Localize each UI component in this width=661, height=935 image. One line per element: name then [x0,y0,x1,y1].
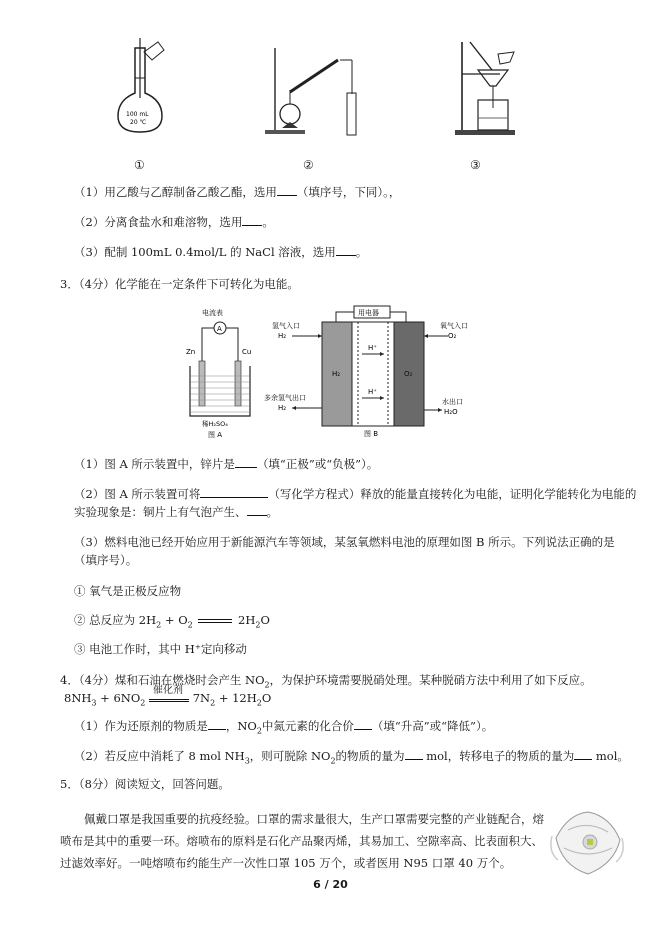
figure-label-1: ① [134,158,145,172]
equals-sign [198,619,232,623]
device-label: 用电器 [358,309,379,317]
catalyst-label: 催化剂 [153,685,184,696]
q3-sub1: （1）图 A 所示装置中，锌片是 （填“正极”或“负极”）。 [74,457,379,471]
h2-zone-label: H₂ [332,370,341,378]
blank[interactable] [336,244,356,256]
q4-sub1: （1）作为还原剂的物质是 ，$NO_2$中氮元素的化合价 （填“升高”或“降低”）。 [74,719,494,736]
q2-sub2: （2）分离食盐水和难溶物，选用 。 [74,215,274,229]
blank[interactable] [200,486,268,498]
q4-equation: $8NH_3 + 6NO_2$ 催化剂 $7N_2 + 12H_2O$ [64,685,272,708]
n95-mask-image [548,808,626,878]
water-outlet-label: 水出口 [442,398,463,406]
passage-line-2: 喷布是其中的重要一环。熔喷布的原料是石化产品聚丙烯，其易加工、空隙率高、比表面积大、 [60,834,543,848]
h2-inlet-label: 氢气入口 [272,322,300,330]
figure-b-fuel-cell [264,304,484,438]
catalyst-arrow [149,685,189,706]
q2-sub1: （1）用乙酸与乙醇制备乙酸乙酯，选用 （填序号，下同）。， [74,185,401,199]
blank[interactable] [405,748,423,760]
ammeter-label: 电流表 [202,309,223,317]
q3-option-2: ② 总反应为 $2H_2 + O_2$ $2H_2O$ [74,613,270,630]
electrolyte-label: 稀H₂SO₄ [202,420,228,428]
o2-zone-label: O₂ [404,370,413,378]
water-outlet-formula: H₂O [444,408,458,416]
flask-volume-text: 100 mL [126,111,149,118]
blank[interactable] [574,748,592,760]
zinc-label: Zn [186,348,196,356]
q4-heading: 4．（4分）煤和石油在燃烧时会产生 $NO_2$，为保护环境需要脱硝处理。某种脱硝方法中利用了如下反应。 [60,673,592,690]
h2-outlet-label: 多余氢气出口 [264,394,306,402]
ammeter-symbol: A [217,325,222,333]
figure-label-3: ③ [470,158,481,172]
blank[interactable] [208,718,226,730]
copper-label: Cu [242,348,252,356]
q3-option-1: ① 氧气是正极反应物 [74,584,182,598]
h2-inlet-formula: H₂ [278,332,287,340]
passage-line-1: 佩戴口罩是我国重要的抗疫经验。口罩的需求量很大，生产口罩需要完整的产业链配合，熔 [84,812,544,826]
page-number: 6 / 20 [313,878,348,891]
q3-sub2-line2: 实验现象是：铜片上有气泡产生、 。 [74,505,278,519]
q3-option-3: ③ 电池工作时，其中 H⁺定向移动 [74,642,247,656]
q2-sub3: （3）配制 100mL 0.4mol/L 的 NaCl 溶液，选用 。 [74,245,368,259]
h-plus-label-1: H⁺ [368,344,377,352]
o2-inlet-label: 氧气入口 [440,322,468,330]
blank[interactable] [277,184,297,196]
flask-temp-text: 20 ℃ [130,119,147,126]
distillation-figure [265,48,356,135]
q3-sub2: （2）图 A 所示装置可将 （写化学方程式）释放的能量直接转化为电能，证明化学能转化为电能的 [74,487,637,501]
blank[interactable] [242,214,262,226]
q3-sub3: （3）燃料电池已经开始应用于新能源汽车等领域，某氢氧燃料电池的原理如图 B 所示。下列说法正确的是 [74,535,615,549]
volumetric-flask-figure [118,38,164,132]
blank[interactable] [354,718,372,730]
blank[interactable] [235,456,257,468]
h2-outlet-formula: H₂ [278,404,287,412]
figure-a-galvanic-cell [180,306,260,438]
q5-passage [60,808,545,874]
filtration-figure [455,42,515,135]
figure-a-caption: 图 A [208,431,223,438]
passage-line-3: 过滤效率好。一吨熔喷布约能生产一次性口罩 105 万个，或者医用 N95 口罩 40 万个。 [60,856,512,870]
q5-heading: 5．（8分）阅读短文，回答问题。 [60,777,230,791]
q4-sub2: （2）若反应中消耗了 8 mol $NH_3$，则可脱除 $NO_2$的物质的量为 mol，转移电子的物质的量为 mol。 [74,749,629,766]
h-plus-label-2: H⁺ [368,388,377,396]
apparatus-figures [100,38,540,138]
blank[interactable] [247,504,267,516]
q3-sub3-line2: （填序号）。 [74,553,138,567]
q3-heading: 3．（4分）化学能在一定条件下可转化为电能。 [60,277,299,291]
o2-inlet-formula: O₂ [448,332,457,340]
figure-b-caption: 图 B [364,430,379,438]
figure-label-2: ② [303,158,314,172]
